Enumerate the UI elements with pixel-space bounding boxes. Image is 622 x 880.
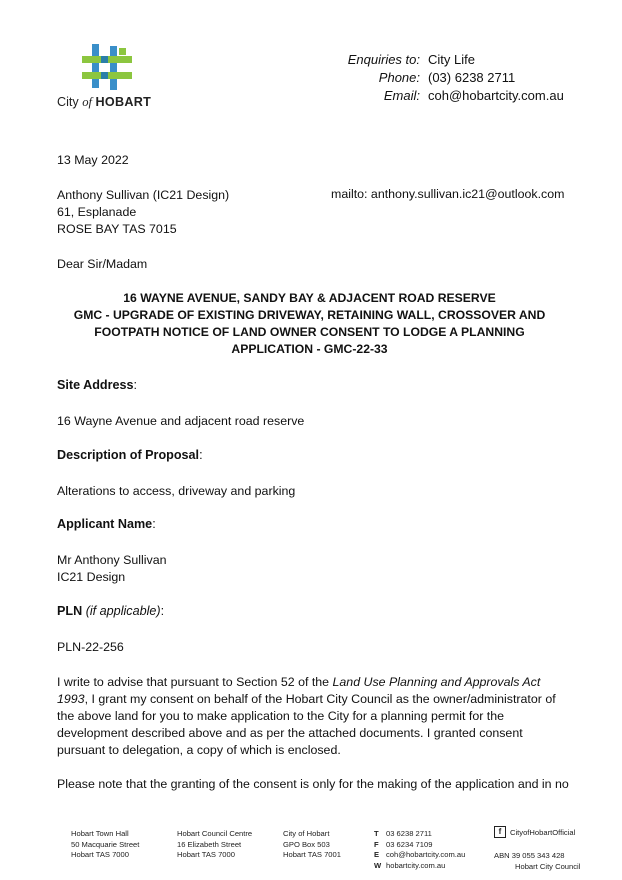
subject-line: APPLICATION - GMC-22-33 <box>231 342 388 356</box>
email-value[interactable]: coh@hobartcity.com.au <box>428 88 564 103</box>
applicant-value <box>57 552 167 586</box>
letter-date: 13 May 2022 <box>57 153 129 167</box>
applicant-name: Mr Anthony Sullivan <box>57 553 167 567</box>
site-address-heading: Site Address: <box>57 378 138 392</box>
enquiries-values <box>428 51 564 105</box>
recipient-street: 61, Esplanade <box>57 205 137 219</box>
logo-wordmark: City of HOBART <box>57 95 152 109</box>
description-heading: Description of Proposal: <box>57 448 203 462</box>
enquiries-labels <box>300 51 420 105</box>
footer-abn: ABN 39 055 343 428 Hobart City Council <box>494 851 581 871</box>
pln-value: PLN-22-256 <box>57 640 124 654</box>
recipient-address <box>57 187 229 238</box>
enquiries-label: Enquiries to: <box>347 52 420 67</box>
phone-label: Phone: <box>378 70 420 85</box>
subject-line: GMC - UPGRADE OF EXISTING DRIVEWAY, RETAINING WALL, CROSSOVER AND <box>73 308 546 322</box>
act-title: Land Use Planning and Approvals Act 1993 <box>57 675 541 706</box>
footer-postal: City of Hobart GPO Box 503 Hobart TAS 7001 <box>283 829 341 859</box>
applicant-company: IC21 Design <box>57 570 126 584</box>
description-value: Alterations to access, driveway and parking <box>57 484 296 498</box>
footer-contacts: T 03 6238 2711 F 03 6234 7109 E coh@hobartcity.com.au W hobartcity.com.au <box>374 829 466 870</box>
email-label: Email: <box>383 88 420 103</box>
site-address-value: 16 Wayne Avenue and adjacent road reserve <box>57 414 305 428</box>
enquiries-value: City Life <box>428 52 475 67</box>
recipient-mailto[interactable]: mailto: anthony.sullivan.ic21@outlook.com <box>331 187 565 201</box>
city-of-hobart-logo-icon <box>82 42 134 92</box>
footer-facebook[interactable]: f CityofHobartOfficial <box>494 826 575 838</box>
footer-town-hall: Hobart Town Hall 50 Macquarie Street Hobart TAS 7000 <box>71 829 140 859</box>
pln-heading: PLN (if applicable): <box>57 604 165 618</box>
body-paragraph-1: I write to advise that pursuant to Section 52 of the Land Use Planning and Approvals Act 1993, I grant my consent on behalf of the Hobart City Council as the owner/administrator of the above land for you to make application to the City for a planning permit for the development described above and as per the attached documents. I granted consent pursuant to delegation, a copy of which is enclosed. <box>57 675 556 757</box>
footer-council-centre: Hobart Council Centre 16 Elizabeth Street Hobart TAS 7000 <box>177 829 253 859</box>
subject-line: 16 WAYNE AVENUE, SANDY BAY & ADJACENT ROAD RESERVE <box>123 291 496 305</box>
recipient-name: Anthony Sullivan (IC21 Design) <box>57 188 230 202</box>
salutation: Dear Sir/Madam <box>57 257 148 271</box>
recipient-suburb: ROSE BAY TAS 7015 <box>57 222 177 236</box>
subject-heading <box>57 290 562 358</box>
phone-value: (03) 6238 2711 <box>428 70 516 85</box>
facebook-icon: f <box>494 826 506 838</box>
subject-line: FOOTPATH NOTICE OF LAND OWNER CONSENT TO LODGE A PLANNING <box>94 325 525 339</box>
body-paragraph-2: Please note that the granting of the consent is only for the making of the application and in no <box>57 777 569 791</box>
applicant-heading: Applicant Name: <box>57 517 156 531</box>
